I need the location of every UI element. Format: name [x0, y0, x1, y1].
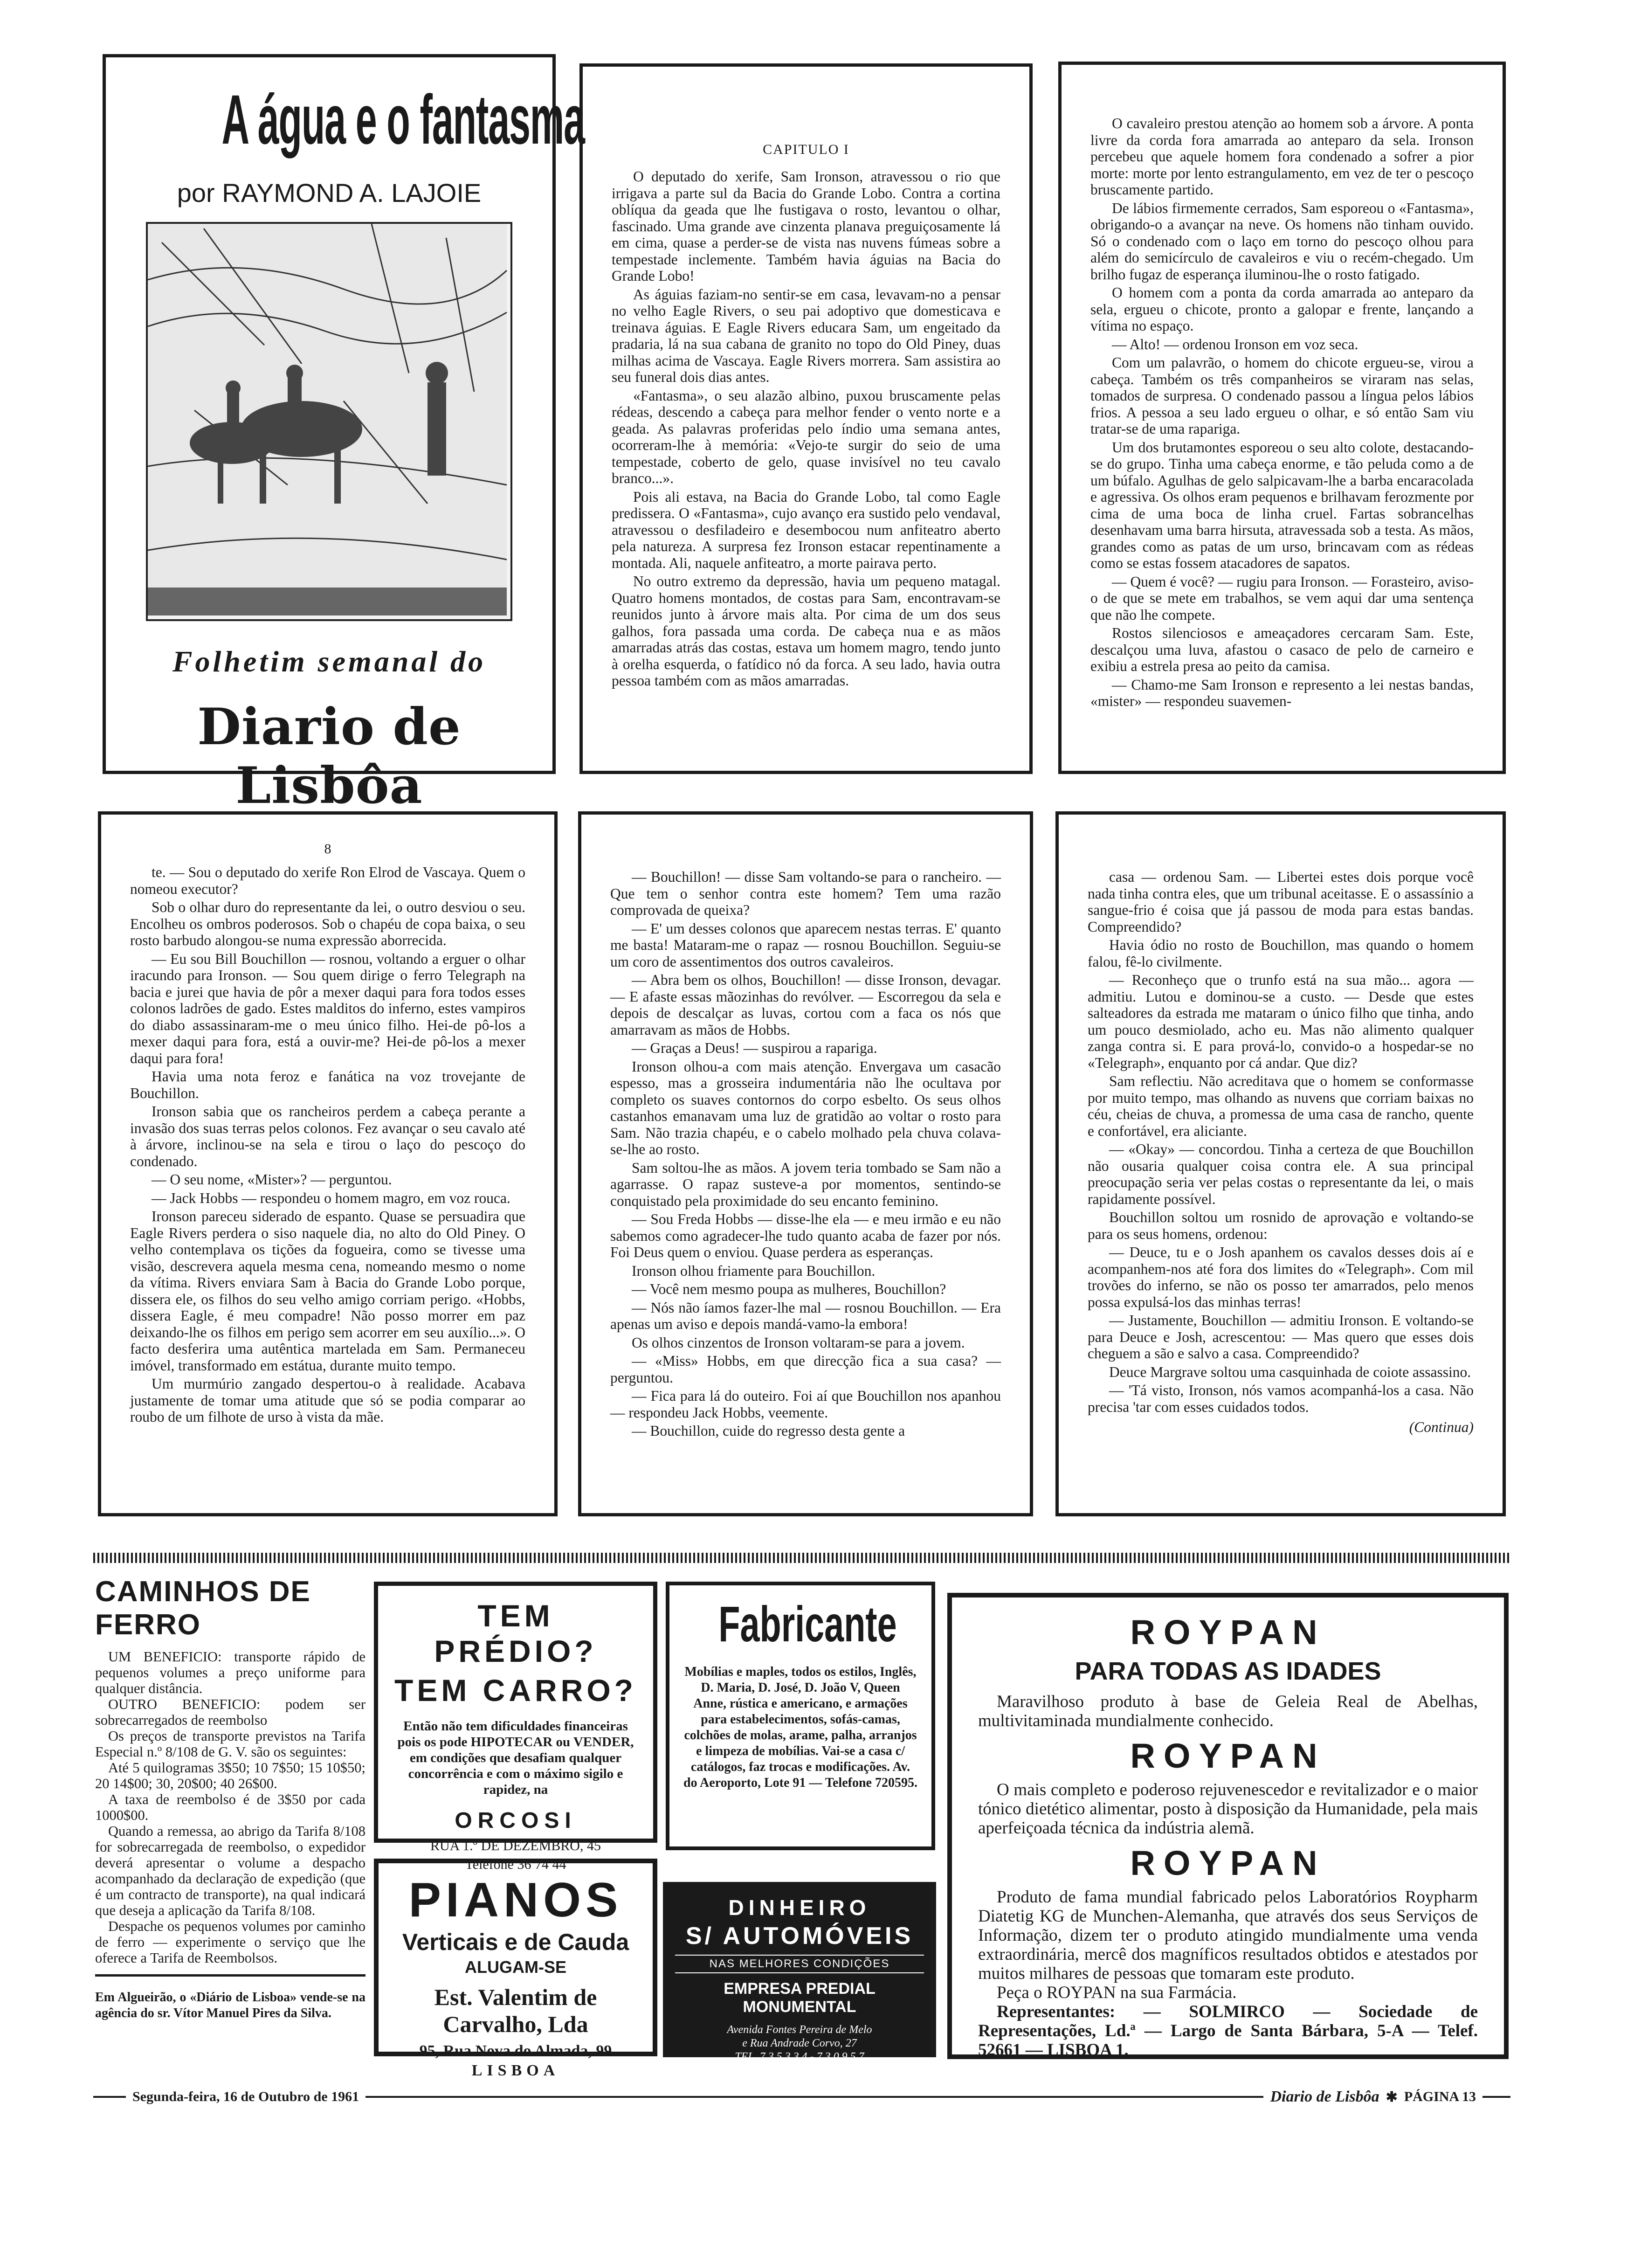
orcosi-line-1: TEM PRÉDIO?: [434, 1598, 597, 1668]
story-column-4: [578, 811, 1033, 1516]
story-paragraph: — Você nem mesmo poupa as mulheres, Bouchillon?: [632, 1281, 946, 1297]
story-paragraph: — Reconheço que o trunfo está na sua mão... agora — admitiu. Lutou e dominou-se a custo. — Desde que estes salteadores da estrada me mataram o único filho que tinha, ando um pouco desmiolado, acho eu. Mas não alimento qualquer zanga contra si. E para prová-lo, convido-o a hospedar-se no «Telegraph», enquanto por cá andar. Que diz?: [1088, 972, 1474, 1071]
dinheiro-ad: [663, 1882, 936, 2063]
story-paragraph: — Chamo-me Sam Ironson e represento a lei nestas bandas, «mister» — respondeu suavemen-: [1090, 676, 1474, 709]
story-paragraph: — E' um desses colonos que aparecem nestas terras. E' quanto me basta! Mataram-me o rapaz — rosnou Bouchillon. Seguiu-se um coro de assentimentos dos outros cavaleiros.: [610, 920, 1001, 970]
roypan-ad: [947, 1593, 1509, 2059]
story-paragraph: — Abra bem os olhos, Bouchillon! — disse Ironson, devagar. — E afaste essas mãozinhas do revólver. — Escorregou da sela e depois de descalçar as luvas, cortou com a faca os nós que amarravam as mãos de Hobbs.: [610, 972, 1001, 1038]
story-paragraph: «Fantasma», o seu alazão albino, puxou bruscamente pelas rédeas, descendo a cabeça para melhor fender o vento norte e a geada. As palavras proferidas pelo índio uma semana antes, ocorreram-lhe à memória: «Vejo-te surgir do seio de uma tempestade, coberto de gelo, quase invisível no teu cavalo branco...».: [612, 387, 1000, 486]
footer-star-icon: ✱: [1386, 2089, 1398, 2105]
orcosi-name: ORCOSI: [455, 1808, 577, 1833]
story-paragraph: Deuce Margrave soltou uma casquinhada de coiote assassino.: [1109, 1363, 1471, 1380]
footer-date: Segunda-feira, 16 de Outubro de 1961: [132, 2089, 359, 2104]
story-paragraph: — Bouchillon, cuide do regresso desta gente a: [632, 1423, 905, 1439]
story-paragraph: — Fica para lá do outeiro. Foi aí que Bouchillon nos apanhou — respondeu Jack Hobbs, veemente.: [610, 1388, 1001, 1421]
story-paragraph: — Nós não íamos fazer-lhe mal — rosnou Bouchillon. — Era apenas um aviso e depois mandá-vamo-la embora!: [610, 1299, 1001, 1332]
story-paragraph: Um murmúrio zangado despertou-o à realidade. Acabava justamente de tomar uma atitude que só se podia comparar ao roubo de um filhote de urso à vista da mãe.: [130, 1376, 525, 1425]
story-paragraph: Ironson olhou friamente para Bouchillon.: [632, 1262, 876, 1279]
story-paragraph: — Deuce, tu e o Josh apanhem os cavalos desses dois aí e acompanhem-nos até fora dos limites do «Telegraph». Com mil trovões do inferno, se não os posso ter amarrados, pelo menos possa expulsá-los das minhas terras!: [1088, 1244, 1474, 1310]
fabricante-body: Mobílias e maples, todos os estilos, Inglês, D. Maria, D. José, D. João V, Queen Anne, rústica e americano, e armações para estabelecimentos, sofás-camas, colchões de molas, arame, palha, arranjos e limpeza de mobílias. Vai-se a casa c/ catálogos, faz trocas e modificações. Av. do Aeroporto, Lote 91 — Telefone 720595.: [683, 1665, 917, 1790]
dinheiro-phones: TEL. 7 3 5 3 3 4 - 7 3 0 9 5 7: [735, 2051, 864, 2063]
caminhos-paragraph: OUTRO BENEFICIO: podem ser sobrecarregados de reembolso: [95, 1696, 365, 1728]
story-paragraph: Ironson olhou-a com mais atenção. Envergava um casacão espesso, mas a grosseira indumentária não lhe ocultava por completo os suaves contornos do corpo esbelto. Os seus olhos castanhos emanavam uma luz de gratidão ao voltar o rosto para Sam. Não trazia chapéu, e o cabelo molhado pela chuva colava-se-lhe ao rosto.: [610, 1058, 1001, 1157]
caminhos-paragraph: A taxa de reembolso é de 3$50 por cada 1000$00.: [95, 1791, 365, 1823]
story-paragraph: casa — ordenou Sam. — Libertei estes dois porque você nada tinha contra eles, que um tribunal aceitasse. E o assassínio a sangue-frio é coisa que já passou de moda para estas bandas. Compreendido?: [1088, 869, 1474, 935]
story-paragraph: Sam soltou-lhe as mãos. A jovem teria tombado se Sam não a agarrasse. O rapaz susteve-a por momentos, sentindo-se conquistado pela proximidade do seu encanto feminino.: [610, 1159, 1001, 1209]
orcosi-address: RUA 1.º DE DEZEMBRO, 45: [430, 1838, 601, 1853]
roypan-brand-2: ROYPAN: [1130, 1736, 1326, 1775]
story-column-2: [1058, 62, 1506, 774]
caminhos-paragraph: Quando a remessa, ao abrigo da Tarifa 8/108 for sobrecarregada de reembolso, o expedidor deverá apresentar o volume a despacho acompanhado da declaração de expedição (que é um contracto de transporte), na qual indicará que deseja a aplicação da Tarifa 8/108.: [95, 1823, 365, 1918]
story-paragraph: Pois ali estava, na Bacia do Grande Lobo, tal como Eagle predissera. O «Fantasma», cujo avanço era sustido pelo vendaval, atravessou o desfiladeiro e desembocou num anfiteatro aberto pela natureza. A surpresa fez Ironson estacar repentinamente a montada. Ali, naquele anfiteatro, a morte pairava perto.: [612, 488, 1000, 571]
orcosi-body: Então não tem dificuldades financeiras pois os pode HIPOTECAR ou VENDER, em condições que desafiam qualquer concorrência e com o máximo sigilo e rapidez, na: [397, 1719, 634, 1797]
folhetim-label: Folhetim semanal do: [172, 645, 486, 678]
chapter-heading: CAPITULO I: [763, 142, 849, 157]
story-paragraph: O homem com a ponta da corda amarrada ao anteparo da sela, ergueu o chicote, pronto a galopar e frente, lançando a vítima no espaço.: [1090, 284, 1474, 334]
dinheiro-line-1: DINHEIRO: [728, 1895, 871, 1920]
story-paragraph: O deputado do xerife, Sam Ironson, atravessou o rio que irrigava a parte sul da Bacia do Grande Lobo. Contra a cortina oblíqua da geada que lhe fustigava o rosto, levantou o olhar, fascinado. Uma grande ave cinzenta planava preguiçosamente lá em cima, quase a perder-se de vista nas nuvens fúmeas sobre a tempestade inclemente. Também havia águias na Bacia do Grande Lobo!: [612, 168, 1000, 284]
page-footer: [93, 2085, 1510, 2109]
story-paragraph: Os olhos cinzentos de Ironson voltaram-se para a jovem.: [632, 1334, 965, 1351]
roypan-paragraph-3: Produto de fama mundial fabricado pelos Laboratórios Roypharm Diatetig KG de Munchen-Alemanha, que através dos seus Serviços de Informação, dizem ter o produto atingido mundialmente uma venda extraordinária, mercê dos magníficos resultados obtidos e atestados por muitos milhares de pessoas que tomaram este produto.: [978, 1888, 1478, 1983]
serial-author: por RAYMOND A. LAJOIE: [177, 178, 482, 207]
story-paragraph: — Eu sou Bill Bouchillon — rosnou, voltando a erguer o olhar iracundo para Ironson. — Sou quem dirige o ferro Telegraph na bacia e jurei que havia de pôr a mexer daqui para fora todos esses colonos ladrões de gado. Estes malditos do inferno, estes vampiros do diabo assassinaram-me o meu único filho. Hei-de pô-los a mexer daqui para fora, está a ouvir-me? Hei-de pô-los a mexer daqui para fora!: [130, 950, 525, 1066]
serial-title-panel: [103, 54, 585, 815]
pianos-ad: [374, 1859, 657, 2079]
caminhos-paragraph: Até 5 quilogramas 3$50; 10 7$50; 15 10$50; 20 14$00; 30, 20$00; 40 26$00.: [95, 1760, 365, 1791]
roypan-paragraph-1: Maravilhoso produto à base de Geleia Real de Abelhas, multivitaminada mundialmente conhecido.: [978, 1692, 1478, 1730]
story-paragraph: Havia ódio no rosto de Bouchillon, mas quando o homem falou, fê-lo civilmente.: [1088, 937, 1474, 970]
story-paragraph: — «Miss» Hobbs, em que direcção fica a sua casa? — perguntou.: [610, 1353, 1001, 1386]
story-paragraph: Rostos silenciosos e ameaçadores cercaram Sam. Este, descalçou uma luva, afastou o casaco de pelo de carneiro e exibiu a estrela presa ao peito da camisa.: [1090, 625, 1474, 674]
story-paragraph: te. — Sou o deputado do xerife Ron Elrod de Vascaya. Quem o nomeou executor?: [130, 864, 525, 897]
fabricante-ad: [666, 1582, 935, 1850]
serial-illustration: [146, 222, 512, 621]
masthead-logo: Diario de Lisbôa: [197, 698, 461, 815]
roypan-brand-1: ROYPAN: [1130, 1613, 1326, 1652]
dinheiro-line-3: NAS MELHORES CONDIÇÕES: [675, 1955, 924, 1973]
story-paragraph: Um dos brutamontes esporeou o seu alto colote, destacando-se do grupo. Tinha uma cabeça enorme, e tão peluda como a de um búfalo. Agulhas de gelo salpicavam-lhe a barba encaracolada e agressiva. Os olhos eram pequenos e brilhavam ferozmente por cima de uma boca de linha cruel. Fartas sobrancelhas desenhavam uma barra hirsuta, atravessada sob a testa. As mãos, grandes como as patas de um urso, brincavam com as rédeas como se estas fossem atacadores de sapatos.: [1090, 439, 1474, 571]
story-paragraph: — O seu nome, «Mister»? — perguntou.: [152, 1171, 392, 1188]
story-paragraph: As águias faziam-no sentir-se em casa, levavam-no a pensar no velho Eagle Rivers, o seu pai adoptivo que domesticava e treinava águias. E Eagle Rivers educara Sam, um engeitado da pradaria, lá na sua cabana de granito no topo do Old Piney, duas milhas acima de Vascaya. Eagle Rivers morrera. Sam assistira ao seu funeral dois dias antes.: [612, 286, 1000, 385]
roypan-paragraph-2: O mais completo e poderoso rejuvenescedor e revitalizador e o maior tónico dietético alimentar, posto à disposição da Humanidade, pela mais aperfeiçoada técnica da indústria alemã.: [978, 1780, 1478, 1838]
roypan-paragraph-5: Representantes: — SOLMIRCO — Sociedade de Representações, Ld.ª — Largo de Santa Bárbara, 5-A — Telef. 52661 — LISBOA 1.: [978, 2002, 1478, 2060]
pianos-shop: Est. Valentim de Carvalho, Lda: [434, 1984, 597, 2037]
algueirao-note: Em Algueirão, o «Diário de Lisboa» vende-se na agência do sr. Vítor Manuel Pires da Silva.: [95, 1990, 365, 2020]
footer-paper-name: Diario de Lisbôa: [1270, 2088, 1379, 2105]
story-paragraph: Bouchillon soltou um rosnido de aprovação e voltando-se para os seus homens, ordenou:: [1088, 1209, 1474, 1242]
story-paragraph: De lábios firmemente cerrados, Sam esporeou o «Fantasma», obrigando-o a avançar na neve. Os homens não tinham ouvido. Só o condenado com o laço em torno do pescoço olhou para além do semicírculo de cavaleiros e viu o recém-chegado. Um brilho fugaz de esperança iluminou-lhe o rosto fatigado.: [1090, 200, 1474, 283]
caminhos-paragraph: UM BENEFICIO: transporte rápido de pequenos volumes a preço uniforme para qualquer distância.: [95, 1649, 365, 1696]
caminhos-title: CAMINHOS DE FERRO: [95, 1576, 311, 1641]
story-paragraph: Sam reflectiu. Não acreditava que o homem se conformasse por muito tempo, mas olhando as nuvens que corriam baixas no céu, cheias de chuva, a promessa de uma casa de rancho, quente e confortável, era aliciante.: [1088, 1073, 1474, 1139]
hatched-separator: [93, 1553, 1510, 1563]
roypan-brand-3: ROYPAN: [1130, 1844, 1326, 1882]
story-paragraph: — Jack Hobbs — respondeu o homem magro, em voz rouca.: [152, 1189, 510, 1206]
story-paragraph: Ironson pareceu siderado de espanto. Quase se persuadira que Eagle Rivers perdera o siso naquele dia, no alto do Old Piney. O velho contemplava os tições da fogueira, como se tivesse uma visão, descrevera aquela mesma cena, nomeando mesmo o nome da vítima. Rivers enviara Sam à Bacia do Grande Lobo porque, dissera ele, os filhos do seu velho amigo corriam perigo. «Hobbs, dissera Eagle, é meu compadre! Não posso morrer em paz deixando-lhe os filhos em perigo sem acorrer em seu auxílio...». O facto desferira uma autêntica martelada em Sam. Permaneceu imóvel, transformado em estátua, durante muito tempo.: [130, 1208, 525, 1374]
dinheiro-line-2: S/ AUTOMÓVEIS: [685, 1922, 914, 1950]
story-paragraph: — Quem é você? — rugiu para Ironson. — Forasteiro, aviso-o de que se mete em trabalhos, se vem aqui dar uma sentença que não lhe compete.: [1090, 573, 1474, 623]
orcosi-line-2: TEM CARRO?: [394, 1673, 637, 1708]
story-paragraph: — 'Tá visto, Ironson, nós vamos acompanhá-los a casa. Não precisa 'tar com esses cuidados todos.: [1088, 1382, 1474, 1415]
caminhos-paragraph: Os preços de transporte previstos na Tarifa Especial n.º 8/108 de G. V. são os seguintes:: [95, 1728, 365, 1760]
pianos-address: 95, Rua Nova do Almada, 99: [419, 2042, 612, 2060]
pianos-city: LISBOA: [471, 2062, 560, 2079]
orcosi-ad: [374, 1582, 657, 1872]
roypan-subtitle: PARA TODAS AS IDADES: [1075, 1657, 1381, 1685]
story-paragraph: Com um palavrão, o homem do chicote ergueu-se, virou a cabeça. Também os três companheiros se viraram nas selas, tomados de surpresa. O condenado passou a língua pelos lábios frios. A pessoa a seu lado ergueu o olhar, e só então Sam viu tratar-se de uma rapariga.: [1090, 354, 1474, 437]
dinheiro-company: EMPRESA PREDIAL MONUMENTAL: [724, 1980, 876, 2016]
story-paragraph: O cavaleiro prestou atenção ao homem sob a árvore. A ponta livre da corda fora amarrada ao anteparo da sela. Ironson percebeu que aquele homem fora condenado a sofrer a pior morte: morte por lento estrangulamento, em vez de ter o pescoço bruscamente partido.: [1090, 115, 1474, 198]
story-paragraph: Sob o olhar duro do representante da lei, o outro desviou o seu. Encolheu os ombros poderosos. Sob o chapéu de copa baixa, o seu rosto barbudo alongou-se numa expressão aborrecida.: [130, 899, 525, 948]
story-paragraph: — Bouchillon! — disse Sam voltando-se para o rancheiro. — Que tem o senhor contra este homem? Tem uma razão comprovada de queixa?: [610, 869, 1001, 918]
fabricante-title: Fabricante: [718, 1596, 897, 1652]
dinheiro-address-2: e Rua Andrade Corvo, 27: [742, 2037, 857, 2049]
story-paragraph: — «Okay» — concordou. Tinha a certeza de que Bouchillon não ousaria qualquer coisa contra ele. A sua principal preocupação seria ver pelas costas o representante da lei, o mais rapidamente possível.: [1088, 1141, 1474, 1207]
serial-title: A água e o fantasma: [221, 80, 585, 159]
story-paragraph: Ironson sabia que os rancheiros perdem a cabeça perante a invasão dos suas terras pelos colonos. Fez avançar o seu cavalo até à árvore, inclinou-se na sela e tirou o laço do pescoço do condenado.: [130, 1103, 525, 1169]
footer-page-number: PÁGINA 13: [1404, 2089, 1476, 2104]
cowboys-illustration-image: [148, 224, 507, 615]
story-paragraph: — Sou Freda Hobbs — disse-lhe ela — e meu irmão e eu não sabemos como agradecer-lhe tudo quanto acaba de fazer por nós. Foi Deus quem o enviou. Quase perdera as esperanças.: [610, 1211, 1001, 1260]
story-paragraph: No outro extremo da depressão, havia um pequeno matagal. Quatro homens montados, de costas para Sam, encontravam-se reunidos junto à árvore mais alta. Por cima de um dos seus galhos, fora passada uma corda. De cabeça nua e as mãos amarradas atrás das costas, estava um homem magro, tendo junto à orelha esquerda, o fatídico nó da forca. A seu lado, havia outra pessoa também com as mãos amarradas.: [612, 573, 1000, 689]
roypan-paragraph-4: Peça o ROYPAN na sua Farmácia.: [997, 1983, 1237, 2002]
page-number: 8: [324, 841, 331, 857]
story-paragraph: — Alto! — ordenou Ironson em voz seca.: [1112, 336, 1358, 353]
continua-label: (Continua): [1409, 1419, 1474, 1435]
story-column-1: [579, 63, 1033, 774]
caminhos-paragraph: Despache os pequenos volumes por caminho de ferro — experimente o serviço que lhe oferece a Tarifa de Reembolsos.: [95, 1918, 365, 1966]
story-paragraph: — Graças a Deus! — suspirou a rapariga.: [632, 1040, 877, 1056]
pianos-rent: ALUGAM-SE: [465, 1957, 566, 1977]
story-paragraph: — Justamente, Bouchillon — admitiu Ironson. E voltando-se para Deuce e Josh, acrescentou: — Mas quero que esses dois cheguem a são e salvo a casa. Compreendido?: [1088, 1312, 1474, 1362]
story-column-3: [98, 811, 558, 1516]
story-paragraph: Havia uma nota feroz e fanática na voz trovejante de Bouchillon.: [130, 1068, 525, 1101]
caminhos-de-ferro-ad: [95, 1575, 365, 2060]
pianos-title: PIANOS: [408, 1873, 623, 1927]
orcosi-phone: Telefone 36 74 44: [465, 1857, 566, 1872]
story-column-5: [1055, 811, 1506, 1516]
pianos-subtitle: Verticais e de Cauda: [402, 1929, 629, 1955]
dinheiro-address-1: Avenida Fontes Pereira de Melo: [727, 2024, 872, 2036]
